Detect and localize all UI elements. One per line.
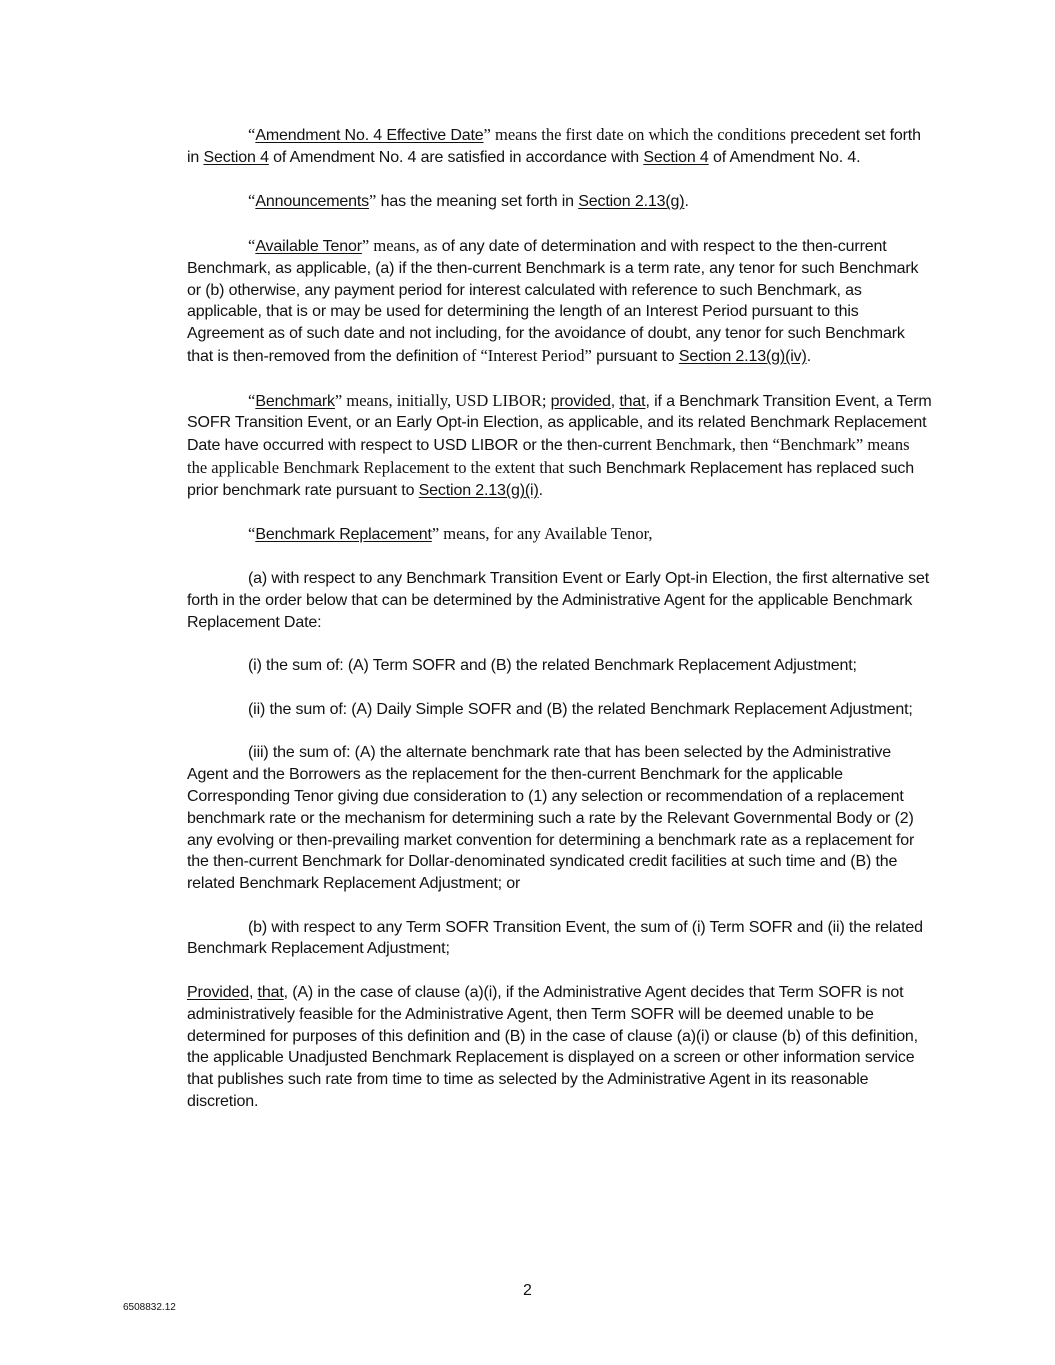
definition-announcements: “Announcements” has the meaning set forth in Section 2.13(g).: [248, 191, 689, 211]
clause-a: (a) with respect to any Benchmark Transition Event or Early Opt-in Election, the first alternative set forth in the order below that can be determined by the Administrative Agent for the applicable Benchmark Replacement Date:: [187, 569, 929, 631]
defined-term: Available Tenor: [255, 237, 362, 255]
section-reference: Section 2.13(g): [578, 193, 685, 211]
that-term: that: [619, 392, 646, 410]
clause-a-i: (i) the sum of: (A) Term SOFR and (B) the related Benchmark Replacement Adjustment;: [248, 657, 857, 675]
document-id: 6508832.12: [123, 1302, 176, 1313]
defined-term: Benchmark: [255, 392, 335, 410]
definition-amendment-no-4-effective-date: “Amendment No. 4 Effective Date” means the first date on which the conditions precedent set forth in Section 4 of Amendment No. 4 are satisfied in accordance with Section 4 of Amendment No. 4.: [187, 125, 921, 166]
that-term: that: [257, 984, 284, 1002]
defined-term: Amendment No. 4 Effective Date: [255, 127, 484, 144]
section-reference: Section 2.13(g)(i): [418, 481, 539, 499]
provided-term: provided: [550, 392, 611, 410]
definition-available-tenor: “Available Tenor” means, as of any date of determination and with respect to the then-current Benchmark, as applicable, (a) if the then-current Benchmark is a term rate, any tenor for such Benchmark or (b) otherwise, any payment period for interest calculated with reference to such Benchmark, as applicable, that is or may be used for determining the length of an Interest Period pursuant to this Agreement as of such date and not including, for the avoidance of doubt, any tenor for such Benchmark that is then-removed from the definition of “Interest Period” pursuant to Section 2.13(g)(iv).: [187, 235, 919, 365]
section-reference: Section 4: [643, 148, 709, 166]
page-number: 2: [523, 1282, 532, 1299]
clause-a-iii: (iii) the sum of: (A) the alternate benchmark rate that has been selected by the Administrative Agent and the Borrowers as the replacement for the then-current Benchmark for the applicable Corresponding Tenor giving due consideration to (1) any selection or recommendation of a replacement benchmark rate or the mechanism for determining such a rate by the Relevant Governmental Body or (2) any evolving or then-prevailing market convention for determining a benchmark rate as a replacement for the then-current Benchmark for Dollar-denominated syndicated credit facilities at such time and (B) the related Benchmark Replacement Adjustment; or: [187, 744, 915, 893]
provided-term: Provided: [187, 984, 249, 1002]
clause-b: (b) with respect to any Term SOFR Transition Event, the sum of (i) Term SOFR and (ii) the related Benchmark Replacement Adjustment;: [187, 918, 923, 958]
definition-benchmark: “Benchmark” means, initially, USD LIBOR; provided, that, if a Benchmark Transition Event, a Term SOFR Transition Event, or an Early Opt-in Election, as applicable, and its related Benchmark Replacement Date have occurred with respect to USD LIBOR or the then-current Benchmark, then “Benchmark” means the applicable Benchmark Replacement to the extent that such Benchmark Replacement has replaced such prior benchmark rate pursuant to Section 2.13(g)(i).: [187, 390, 932, 499]
section-reference: Section 2.13(g)(iv): [678, 347, 807, 365]
defined-term: Announcements: [255, 193, 370, 211]
proviso-paragraph: Provided, that, (A) in the case of clause (a)(i), if the Administrative Agent decides that Term SOFR is not administratively feasible for the Administrative Agent, then Term SOFR will be deemed unable to be determined for purposes of this definition and (B) in the case of clause (a)(i) or clause (b) of this definition, the applicable Unadjusted Benchmark Replacement is displayed on a screen or other information service that publishes such rate from time to time as selected by the Administrative Agent in its reasonable discretion.: [187, 984, 918, 1111]
section-reference: Section 4: [203, 148, 269, 166]
definition-benchmark-replacement: “Benchmark Replacement” means, for any Available Tenor,: [248, 524, 653, 544]
document-body: [187, 124, 933, 1135]
defined-term: Benchmark Replacement: [255, 526, 432, 544]
clause-a-ii: (ii) the sum of: (A) Daily Simple SOFR and (B) the related Benchmark Replacement Adjustment;: [248, 700, 913, 718]
